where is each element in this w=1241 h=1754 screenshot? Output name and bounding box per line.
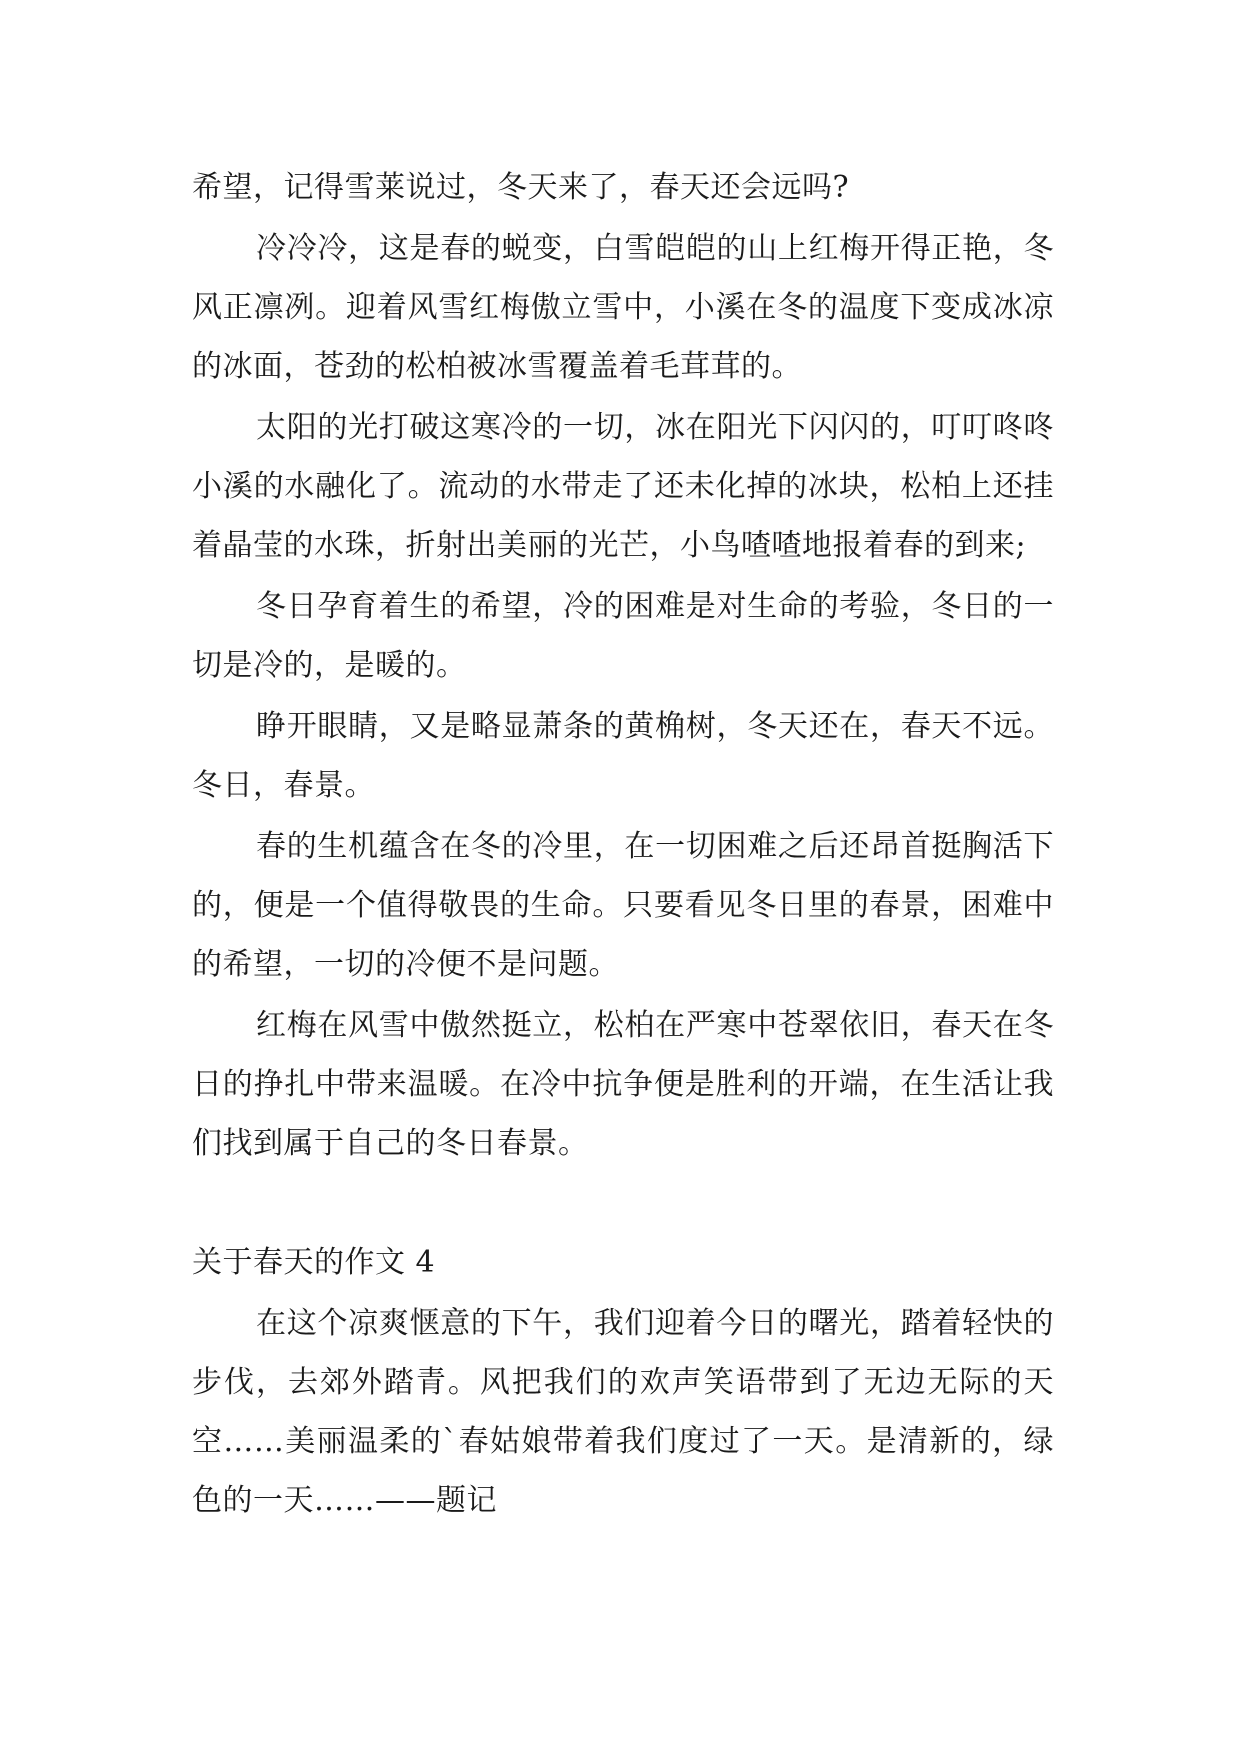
paragraph: 红梅在风雪中傲然挺立，松柏在严寒中苍翠依旧，春天在冬日的挣扎中带来温暖。在冷中抗争便是胜利的开端，在生活让我们找到属于自己的冬日春景。 [192,1008,1054,1161]
paragraph: 希望，记得雪莱说过，冬天来了，春天还会远吗? [192,170,850,205]
paragraph: 冬日孕育着生的希望，冷的困难是对生命的考验，冬日的一切是冷的，是暖的。 [192,589,1054,683]
paragraph: 睁开眼睛，又是略显萧条的黄桷树，冬天还在，春天不远。冬日，春景。 [192,709,1054,803]
paragraph: 太阳的光打破这寒冷的一切，冰在阳光下闪闪的，叮叮咚咚小溪的水融化了。流动的水带走了还未化掉的冰块，松柏上还挂着晶莹的水珠，折射出美丽的光芒，小鸟喳喳地报着春的到来; [192,410,1054,563]
document-body [192,158,1054,1532]
paragraph: 在这个凉爽惬意的下午，我们迎着今日的曙光，踏着轻快的步伐，去郊外踏青。风把我们的欢声笑语带到了无边无际的天空……美丽温柔的`春姑娘带着我们度过了一天。是清新的，绿色的一天……——题记 [192,1306,1054,1518]
paragraph: 春的生机蕴含在冬的冷里，在一切困难之后还昂首挺胸活下的，便是一个值得敬畏的生命。只要看见冬日里的春景，困难中的希望，一切的冷便不是问题。 [192,829,1054,982]
paragraph: 冷冷冷，这是春的蜕变，白雪皑皑的山上红梅开得正艳，冬风正凛冽。迎着风雪红梅傲立雪中，小溪在冬的温度下变成冰凉的冰面，苍劲的松柏被冰雪覆盖着毛茸茸的。 [192,231,1054,384]
section-heading: 关于春天的作文 4 [192,1245,436,1280]
